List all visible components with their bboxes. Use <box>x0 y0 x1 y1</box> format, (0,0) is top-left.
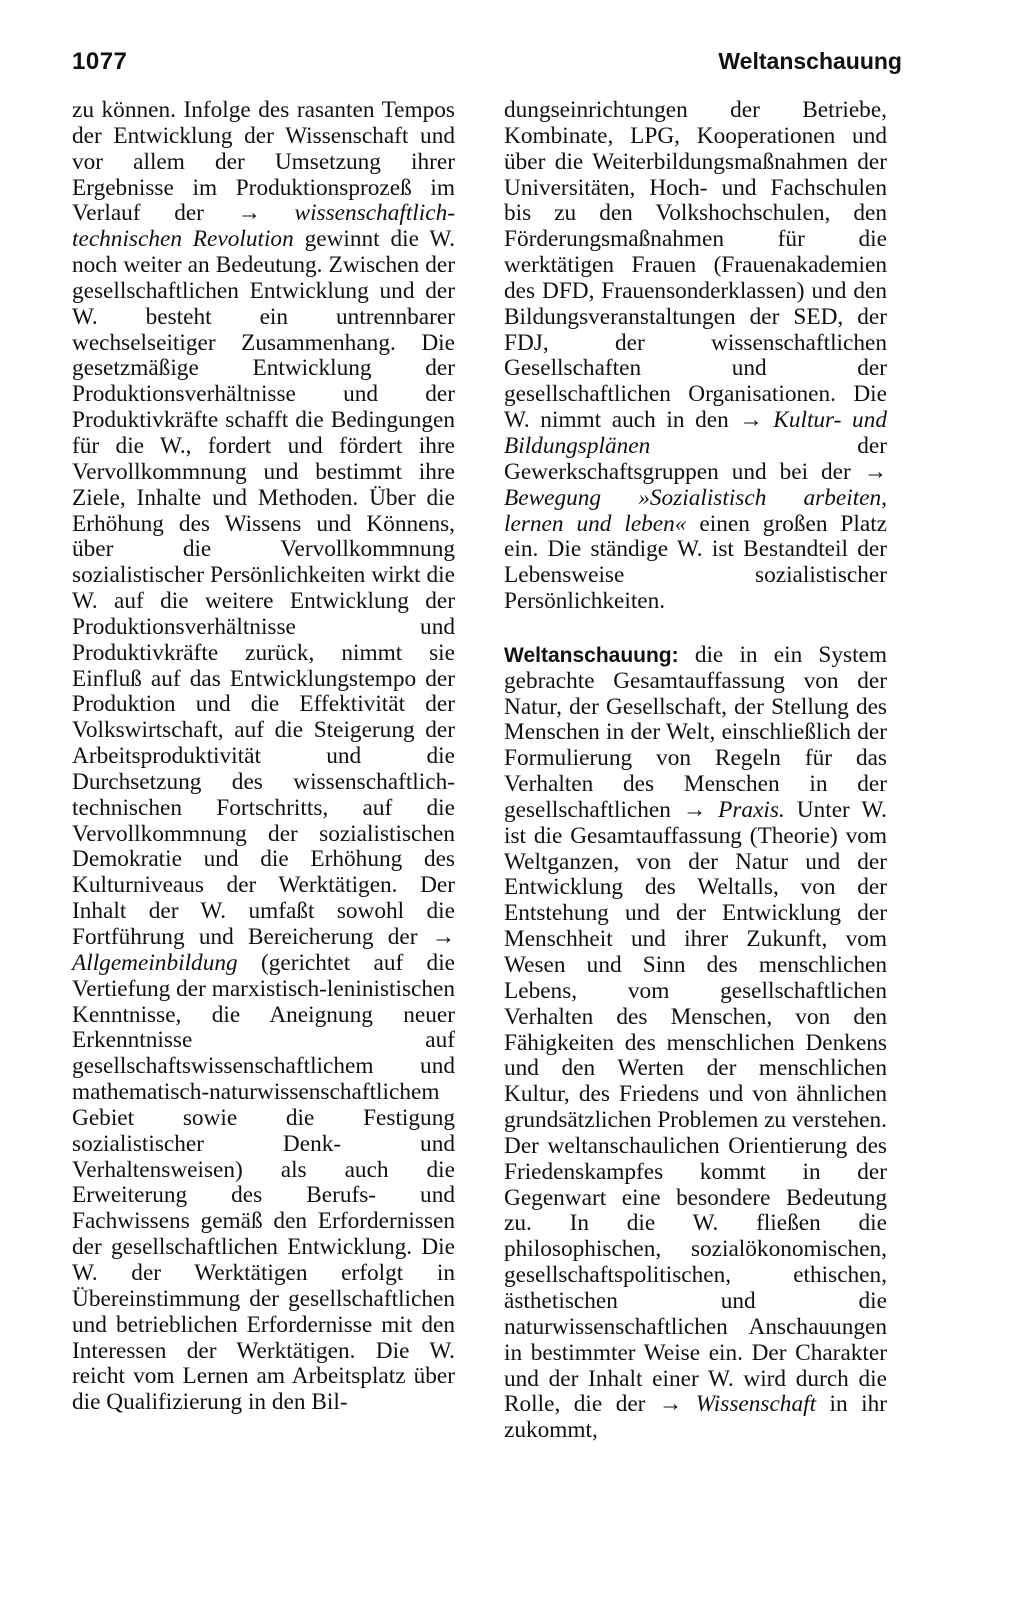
arrow-icon: → <box>431 924 455 950</box>
running-head: Weltanschauung <box>718 48 902 74</box>
arrow-icon: → <box>682 796 707 823</box>
text-segment: Unter W. ist die Gesamtauffassung (Theorie) vom Weltganzen, von der Natur und der Entwicklung des Weltalls, von der Entstehung und der Entwicklung der Menschheit und ihrer Zukunft, vom Wesen und Sinn des menschlichen Lebens, vom gesellschaftlichen Verhalten des Menschen, von den Fähigkeiten des menschlichen Denkens und den Werten der menschlichen Kultur, des Friedens und von ähnlichen grundsätzlichen Problemen zu verstehen. Der weltanschaulichen Orientierung des Friedenskampfes kommt in der Gegenwart eine besondere Bedeutung zu. In die W. fließen die philosophischen, sozialökonomischen, gesellschaftspolitischen, ethischen, ästhetischen und die naturwissenschaftlichen Anschauungen in bestimmter Weise ein. Der Charakter und der Inhalt einer W. wird durch die Rolle, die der <box>504 796 888 1418</box>
entry-headword: Weltanschauung: <box>504 643 679 667</box>
text-segment: (gerichtet auf die Vertiefung der marxistisch-leninistischen Kenntnisse, die Aneignung neuer Erkenntnisse auf gesellschaftswissenschaftlichem und mathematisch-naturwissenschaftlichem Gebiet sowie die Festigung sozialistischer Denk- und Verhaltensweisen) als auch die Erweiterung des Berufs- und Fachwissens gemäß den Erfordernissen der gesellschaftlichen Entwicklung. Die W. der Werktätigen erfolgt in Übereinstimmung der gesellschaftlichen und betrieblichen Erfordernisse mit den Interessen der Werktätigen. Die W. reicht vom Lernen am Arbeitsplatz über die Qualifizierung in den Bil- <box>72 949 456 1416</box>
arrow-icon: → <box>739 407 763 434</box>
left-column <box>72 98 455 1416</box>
cross-reference[interactable]: Allgemeinbildung <box>72 949 238 976</box>
arrow-icon: → <box>658 1391 683 1418</box>
arrow-icon: → <box>237 200 261 227</box>
cross-reference[interactable]: Kultur- und Bildungsplänen <box>504 407 887 459</box>
continuation-paragraph <box>504 98 887 615</box>
left-column-paragraph <box>72 98 455 1416</box>
right-column <box>504 98 887 1444</box>
text-segment: der Gewerkschaftsgruppen und bei der <box>504 432 887 485</box>
text-segment: einen großen Platz ein. Die ständige W. ist Bestandteil der Lebensweise sozialistischer Persönlichkeiten. <box>504 510 888 615</box>
text-segment: dungseinrichtungen der Betriebe, Kombinate, LPG, Kooperationen und über die Weiterbildungsmaßnahmen der Universitäten, Hoch- und Fachschulen bis zu den Volkshochschulen, den Förderungsmaßnahmen für die werktätigen Frauen (Frauenakademien des DFD, Frauensonderklassen) und den Bildungsveranstaltungen der SED, der FDJ, der wissenschaftlichen Gesellschaften und der gesellschaftlichen Organisationen. Die W. nimmt auch in den <box>504 97 887 434</box>
entry-paragraph <box>504 643 887 1444</box>
cross-reference[interactable]: wissenschaftlich-technischen Revolution <box>72 200 456 253</box>
text-segment: die in ein System gebrachte Gesamtauffassung von der Natur, der Gesellschaft, der Stellung des Menschen in der Welt, einschließlich der Formulierung von Regeln für das Verhalten des Menschen in der gesellschaftlichen <box>504 641 888 823</box>
cross-reference[interactable]: Bewegung »Sozialistisch arbeiten, lernen und leben« <box>504 484 887 537</box>
text-segment: zu können. Infolge des rasanten Tempos der Entwicklung der Wissenschaft und vor allem der Umsetzung ihrer Ergebnisse im Produktionsprozeß im Verlauf der <box>72 97 455 227</box>
arrow-icon: → <box>863 458 887 485</box>
cross-reference[interactable]: Praxis. <box>718 796 785 823</box>
cross-reference[interactable]: Wissenschaft <box>695 1391 817 1418</box>
text-segment: gewinnt die W. noch weiter an Bedeutung. Zwischen der gesellschaftlichen Entwicklung und der W. besteht ein untrennbarer wechselseitiger Zusammenhang. Die gesetzmäßige Entwicklung der Produktionsverhältnisse und der Produktivkräfte schafft die Bedingungen für die W., fordert und fördert ihre Vervollkommnung und bestimmt ihre Ziele, Inhalte und Methoden. Über die Erhöhung des Wissens und Könnens, über die Vervollkommnung sozialistischer Persönlichkeiten wirkt die W. auf die weitere Entwicklung der Produktionsverhältnisse und Produktivkräfte zurück, nimmt sie Einfluß auf das Entwicklungstempo der Produktion und die Effektivität der Volkswirtschaft, auf die Steigerung der Arbeitsproduktivität und die Durchsetzung des wissenschaftlich-technischen Fortschritts, auf die Vervollkommnung der sozialistischen Demokratie und die Erhöhung des Kulturniveaus der Werktätigen. Der Inhalt der W. umfaßt sowohl die Fortführung und Bereicherung der <box>72 226 456 950</box>
page-number: 1077 <box>72 48 128 75</box>
text-segment: in ihr zukommt, <box>504 1391 887 1444</box>
